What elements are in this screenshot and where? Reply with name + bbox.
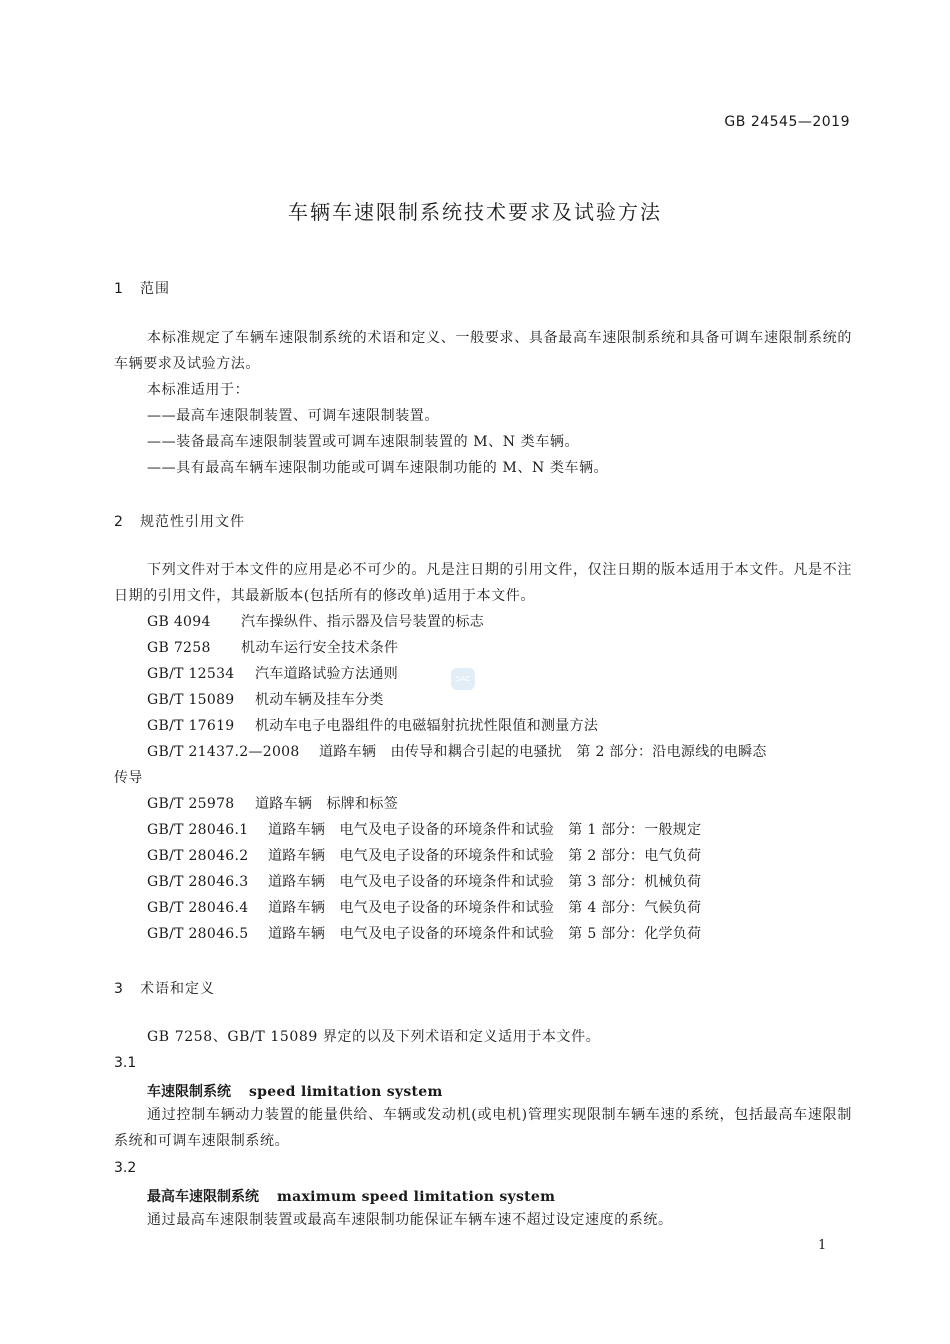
reference-code: GB/T 28046.5 [147, 926, 249, 942]
reference-code: GB/T 28046.1 [147, 822, 249, 838]
reference-item [147, 895, 701, 921]
section-number: 2 [114, 514, 124, 530]
term-number: 3.1 [114, 1055, 137, 1071]
reference-item [147, 817, 701, 843]
reference-item [147, 791, 398, 817]
reference-code: GB/T 12534 [147, 666, 235, 682]
term-number: 3.2 [114, 1160, 137, 1176]
page-number: 1 [818, 1238, 827, 1253]
reference-item [147, 661, 398, 687]
terms-intro: GB 7258、GB/T 15089 界定的以及下列术语和定义适用于本文件。 [147, 1029, 601, 1045]
term-en: speed limitation system [249, 1084, 443, 1100]
term-zh: 车速限制系统 [147, 1084, 231, 1100]
reference-title: 机动车电子电器组件的电磁辐射抗扰性限值和测量方法 [255, 718, 599, 734]
reference-code: GB/T 15089 [147, 692, 235, 708]
section-number: 1 [114, 281, 124, 297]
reference-title: 汽车操纵件、指示器及信号装置的标志 [241, 614, 485, 630]
list-item: ——最高车速限制装置、可调车速限制装置。 [147, 408, 439, 424]
standard-code: GB 24545—2019 [724, 114, 850, 130]
term-heading [147, 1081, 443, 1101]
reference-item [147, 739, 767, 765]
reference-code: GB/T 28046.2 [147, 848, 249, 864]
reference-continuation: 传导 [114, 770, 143, 786]
scope-applicability: 本标准适用于： [147, 382, 250, 398]
section-title: 范围 [140, 281, 170, 297]
reference-item [147, 921, 701, 947]
reference-title: 道路车辆 电气及电子设备的环境条件和试验 第 2 部分：电气负荷 [268, 848, 702, 864]
reference-code: GB/T 25978 [147, 796, 235, 812]
reference-title: 道路车辆 电气及电子设备的环境条件和试验 第 1 部分：一般规定 [268, 822, 702, 838]
section-title: 规范性引用文件 [140, 514, 245, 530]
reference-title: 道路车辆 电气及电子设备的环境条件和试验 第 4 部分：气候负荷 [268, 900, 702, 916]
term-zh: 最高车速限制系统 [147, 1189, 259, 1205]
normative-intro: 下列文件对于本文件的应用是必不可少的。凡是注日期的引用文件，仅注日期的版本适用于本文件。凡是不注日期的引用文件，其最新版本(包括所有的修改单)适用于本文件。 [114, 562, 852, 604]
term-definition: 通过最高车速限制装置或最高车速限制功能保证车辆车速不超过设定速度的系统。 [147, 1212, 673, 1228]
reference-code: GB/T 28046.4 [147, 900, 249, 916]
reference-title: 道路车辆 电气及电子设备的环境条件和试验 第 3 部分：机械负荷 [268, 874, 702, 890]
section-number: 3 [114, 981, 124, 997]
section-1-heading [114, 278, 170, 298]
list-item: ——具有最高车辆车速限制功能或可调车速限制功能的 M、N 类车辆。 [147, 460, 609, 476]
list-item: ——装备最高车速限制装置或可调车速限制装置的 M、N 类车辆。 [147, 434, 580, 450]
section-title: 术语和定义 [140, 981, 215, 997]
reference-title: 道路车辆 电气及电子设备的环境条件和试验 第 5 部分：化学负荷 [268, 926, 702, 942]
sac-watermark-logo: SAC [451, 668, 475, 690]
reference-title: 机动车辆及挂车分类 [255, 692, 384, 708]
reference-title: 道路车辆 由传导和耦合引起的电骚扰 第 2 部分：沿电源线的电瞬态 [319, 744, 767, 760]
reference-code: GB/T 21437.2—2008 [147, 744, 300, 760]
reference-item [147, 869, 701, 895]
reference-item [147, 713, 598, 739]
reference-title: 机动车运行安全技术条件 [241, 640, 399, 656]
document-title: 车辆车速限制系统技术要求及试验方法 [288, 200, 662, 224]
reference-title: 汽车道路试验方法通则 [255, 666, 398, 682]
reference-item [147, 609, 484, 635]
term-definition: 通过控制车辆动力装置的能量供给、车辆或发动机(或电机)管理实现限制车辆车速的系统，包括最高车速限制系统和可调车速限制系统。 [114, 1107, 852, 1149]
reference-code: GB 4094 [147, 614, 211, 630]
reference-code: GB 7258 [147, 640, 211, 656]
section-2-heading [114, 511, 245, 531]
reference-item [147, 687, 384, 713]
reference-item [147, 635, 398, 661]
section-3-heading [114, 978, 215, 998]
term-en: maximum speed limitation system [277, 1189, 556, 1205]
scope-paragraph: 本标准规定了车辆车速限制系统的术语和定义、一般要求、具备最高车速限制系统和具备可调车速限制系统的车辆要求及试验方法。 [114, 330, 852, 372]
reference-item [147, 843, 701, 869]
term-heading [147, 1186, 555, 1206]
reference-title: 道路车辆 标牌和标签 [255, 796, 398, 812]
reference-code: GB/T 28046.3 [147, 874, 249, 890]
reference-code: GB/T 17619 [147, 718, 235, 734]
